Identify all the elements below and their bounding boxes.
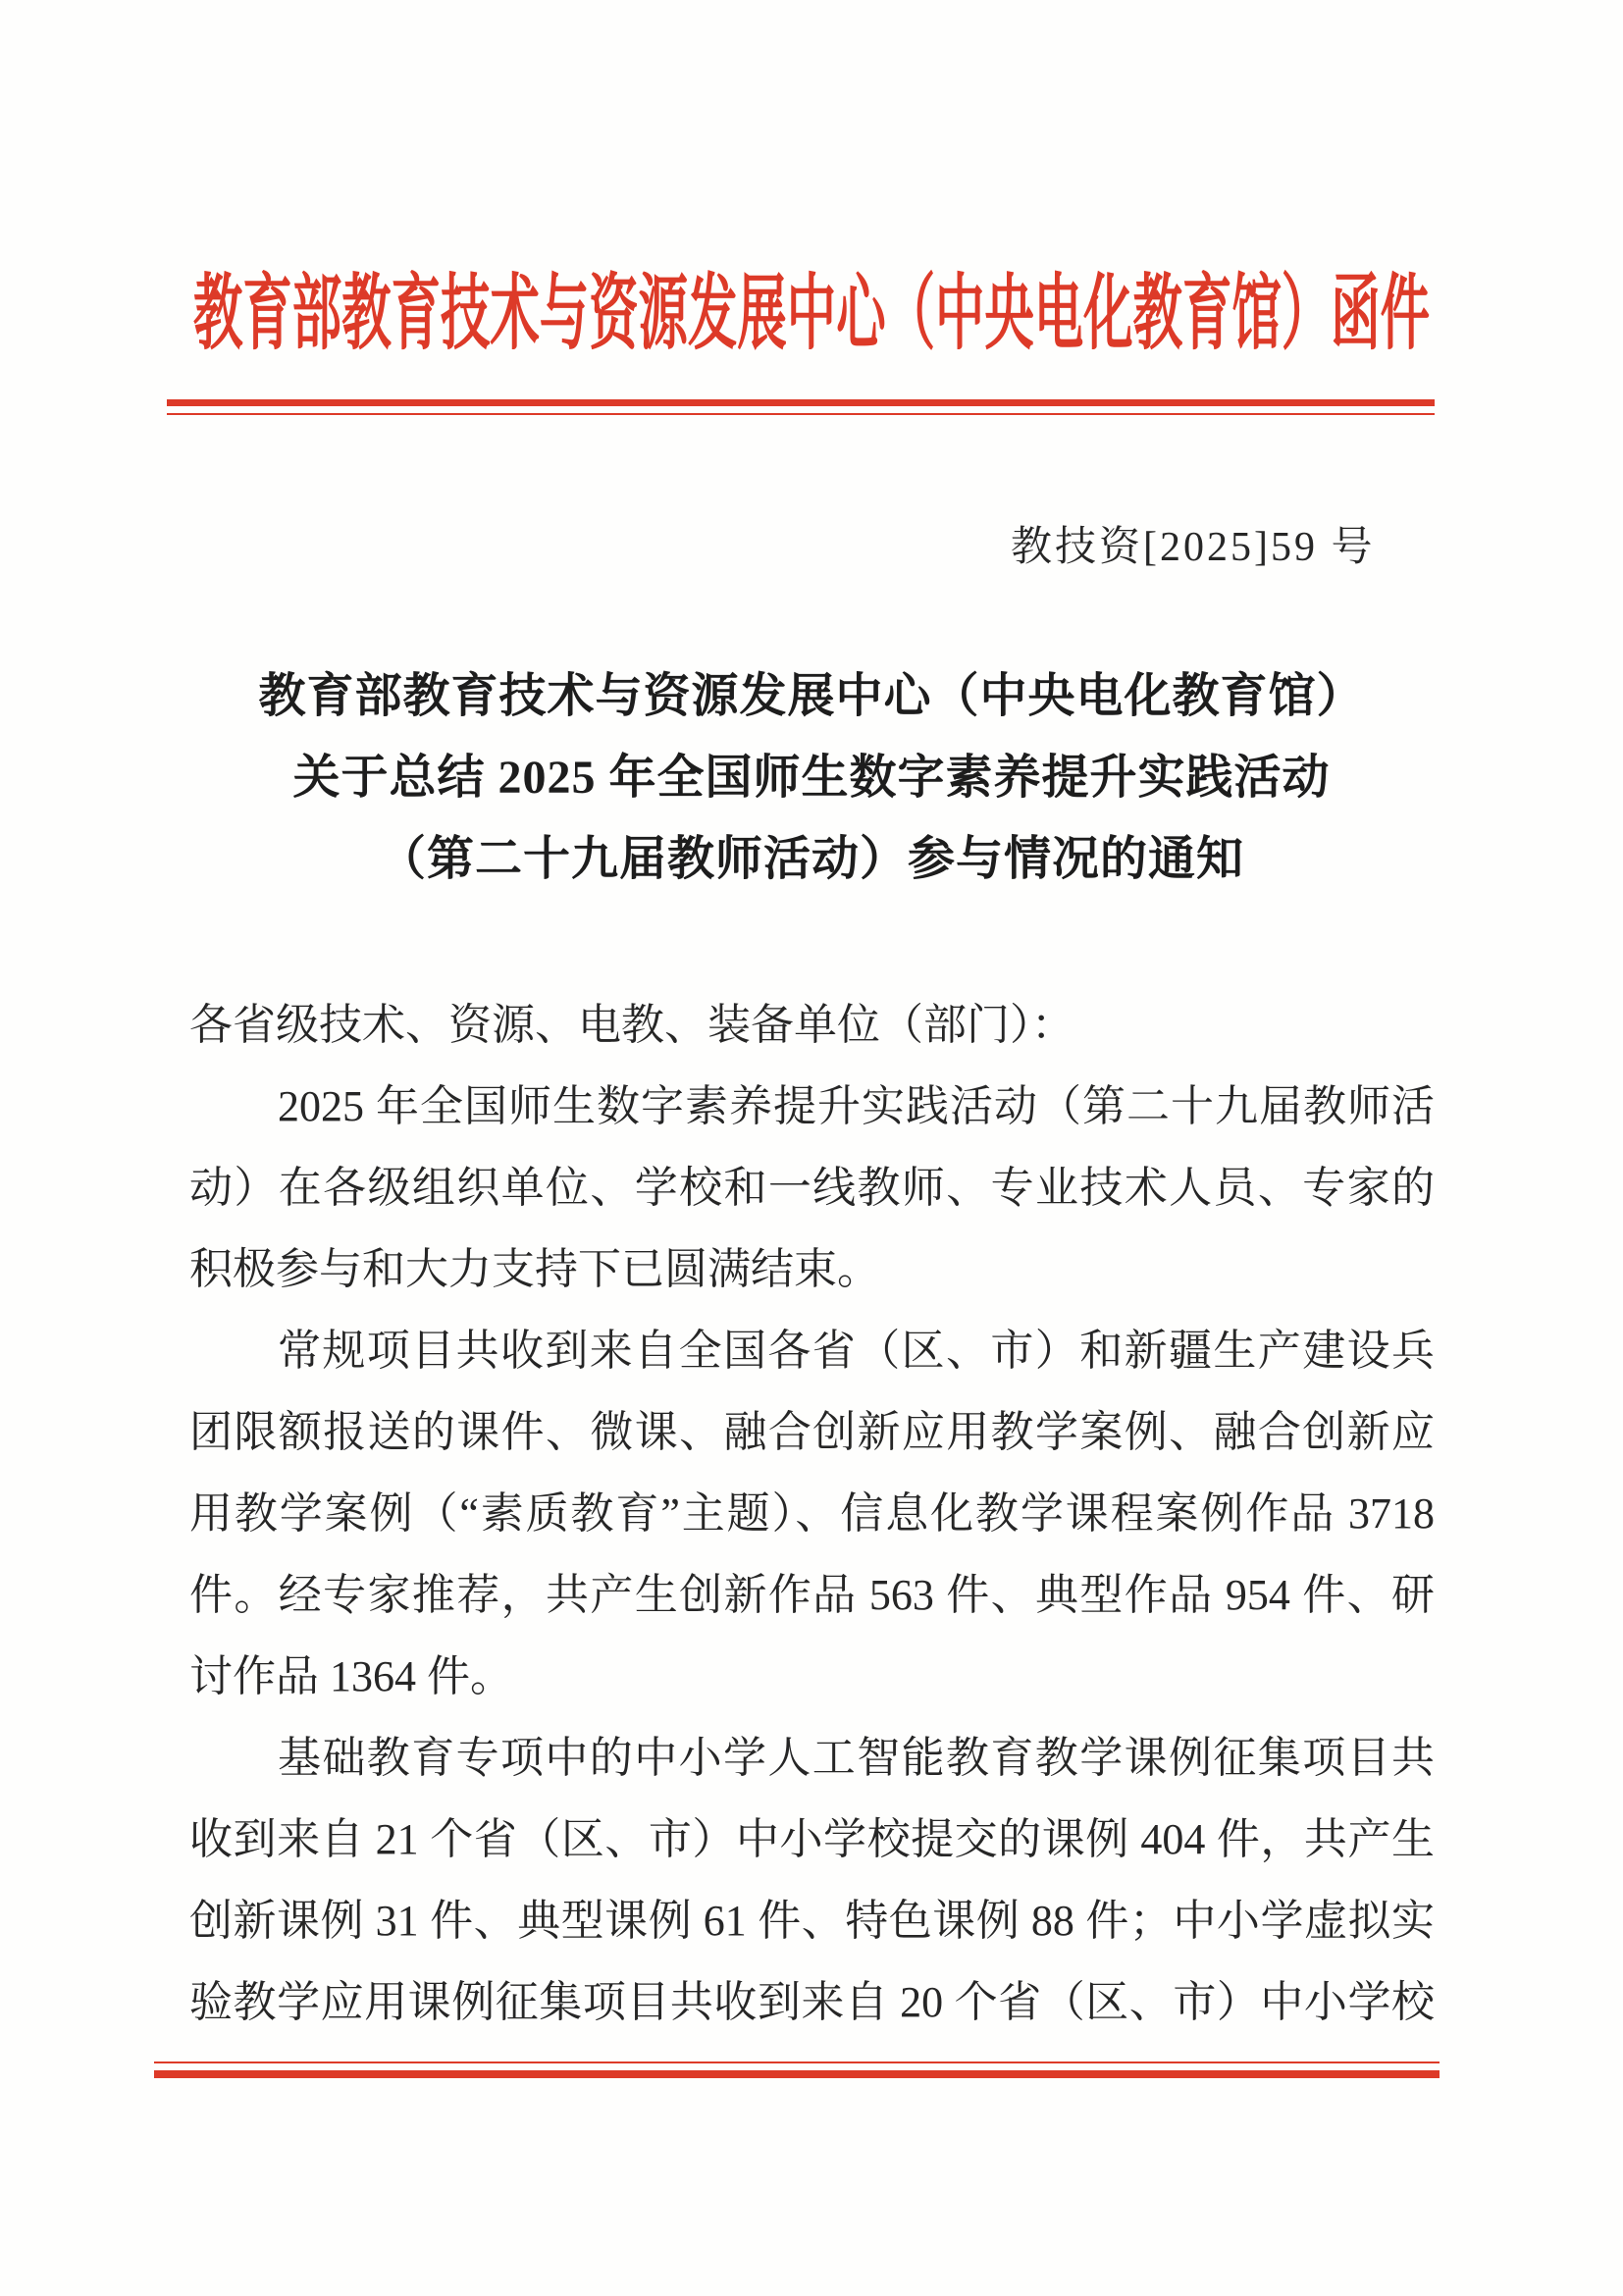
body-line: 动）在各级组织单位、学校和一线教师、专业技术人员、专家的 (189, 1164, 1435, 1212)
body-line: 用教学案例（“素质教育”主题）、信息化教学课程案例作品 3718 (189, 1489, 1435, 1538)
body-line: 讨作品 1364 件。 (189, 1652, 513, 1700)
body-line: 验教学应用课例征集项目共收到来自 20 个省（区、市）中小学校 (189, 1978, 1435, 2026)
header-rule-thin (167, 413, 1435, 415)
footer-rule-thin (154, 2061, 1440, 2063)
notice-title (0, 655, 1623, 900)
letter-body (189, 984, 1435, 2043)
masthead-title: 教育部教育技术与资源发展中心（中央电化教育馆）函件 (193, 268, 1431, 360)
body-line: 创新课例 31 件、典型课例 61 件、特色课例 88 件；中小学虚拟实 (189, 1897, 1435, 1945)
body-line: 2025 年全国师生数字素养提升实践活动（第二十九届教师活 (278, 1082, 1435, 1130)
body-line: 团限额报送的课件、微课、融合创新应用教学案例、融合创新应 (189, 1408, 1435, 1456)
document-number: 教技资[2025]59 号 (1011, 525, 1376, 570)
body-line: 积极参与和大力支持下已圆满结束。 (189, 1245, 880, 1293)
notice-title-line-1: 教育部教育技术与资源发展中心（中央电化教育馆） (258, 670, 1365, 722)
footer-rule-thick (154, 2070, 1440, 2078)
salutation-line: 各省级技术、资源、电教、装备单位（部门）： (189, 1001, 1074, 1049)
body-line: 常规项目共收到来自全国各省（区、市）和新疆生产建设兵 (278, 1327, 1435, 1375)
notice-title-line-3: （第二十九届教师活动）参与情况的通知 (378, 833, 1244, 885)
body-line: 基础教育专项中的中小学人工智能教育教学课例征集项目共 (278, 1734, 1435, 1782)
masthead-banner (0, 257, 1623, 360)
header-rule-thick (167, 399, 1435, 406)
body-line: 收到来自 21 个省（区、市）中小学校提交的课例 404 件，共产生 (189, 1815, 1435, 1863)
notice-title-line-2: 关于总结 2025 年全国师生数字素养提升实践活动 (292, 752, 1331, 804)
body-line: 件。经专家推荐，共产生创新作品 563 件、典型作品 954 件、研 (189, 1571, 1435, 1619)
